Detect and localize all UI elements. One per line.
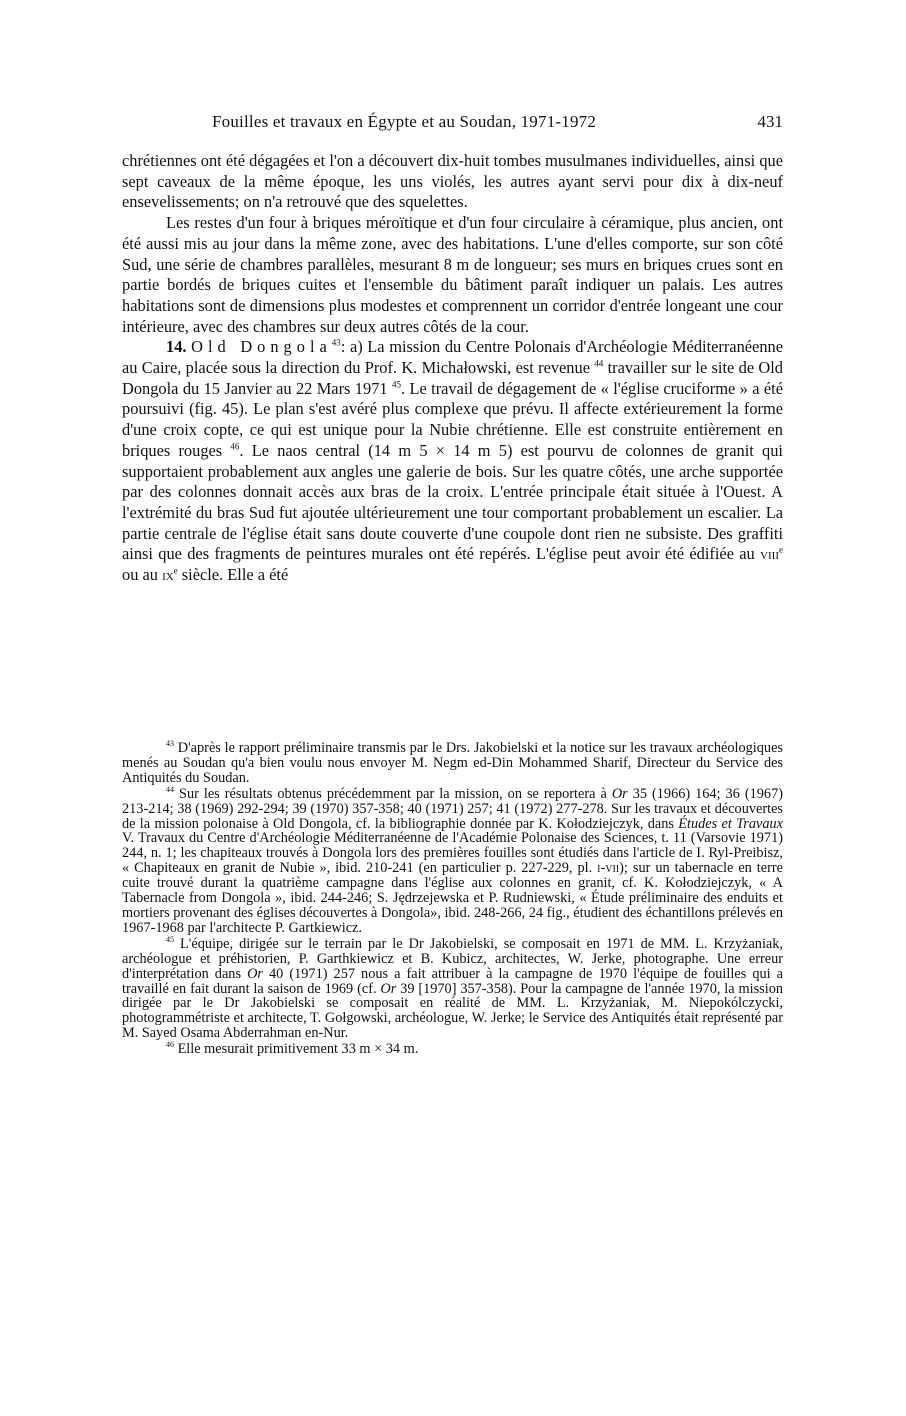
running-title: Fouilles et travaux en Égypte et au Soudan, 1971-1972 [212, 112, 597, 131]
main-text [122, 151, 783, 586]
paragraph-3 [122, 337, 783, 585]
paragraph-3-text-d: . Le naos central (14 m 5 × 14 m 5) est pourvu de colonnes de granit qui supportaient probablement aux angles une galerie de bois. Sur les quatre côtés, une arche supportée par des colonnes donnait accès aux bras de la croix. L'entrée principale était située à l'Ouest. A l'extrémité du bras Sud fut ajoutée ultérieurement une tour comportant probablement un escalier. La partie centrale de l'église était sans doute couverte d'une coupole dont rien ne subsiste. Des graffiti ainsi que des fragments de peintures murales ont été repérés. L'église peut avoir été édifiée au [122, 440, 783, 564]
footnote-43 [122, 741, 783, 786]
page-number: 431 [757, 112, 783, 131]
section-number: 14. [166, 337, 187, 357]
footnote-mark-44: 44 [166, 784, 174, 794]
footnote-44-text-d: ); sur un tabernacle en terre cuite trouvé durant la quatrième campagne dans l'église aux colonnes en granit, cf. K. Kołodziejczyk, « A Tabernacle from Dongola », ibid. 244-246; S. Jędrzejewska et P. Rudniewski, « Étude préliminaire des enduits et mortiers provenant des églises découvertes à Dongola», ibid. 248-266, 24 fig., étudient des échantillons prélevés en 1967-1968 par l'architecte P. Gartkiewicz. [122, 860, 783, 936]
footnotes [122, 741, 783, 1058]
journal-etudes: Études et Travaux [678, 815, 783, 832]
footnote-ref-45[interactable]: 45 [391, 379, 401, 390]
site-name: Old Dongola [191, 337, 332, 357]
footnote-44-text-a: Sur les résultats obtenus précédemment par la mission, on se reportera à [174, 785, 612, 802]
footnote-ref-46[interactable]: 46 [230, 441, 240, 452]
journal-or: Or [611, 785, 628, 802]
footnote-45-text-b: 40 (1971) 257 nous a fait attribuer à la campagne de 1970 l'équipe de fouilles qui a travaillé en fait durant la saison de 1969 (cf. [122, 965, 783, 997]
footnote-46-text: Elle mesurait primitivement 33 m × 34 m. [174, 1041, 419, 1058]
paragraph-2: Les restes d'un four à briques méroïtique et d'un four circulaire à céramique, plus ancien, ont été aussi mis au jour dans la même zone, avec des habitations. L'une d'elles comporte, sur son côté Sud, une série de chambres parallèles, mesurant 8 m de longueur; ses murs en briques crues sont en partie bordés de briques cuites et l'ensemble du bâtiment paraît indiquer un palais. Les autres habitations sont de dimensions plus modestes et comprennent un corridor d'entrée longeant une cour intérieure, avec des chambres sur deux autres côtés de la cour. [122, 213, 783, 336]
century-suffix-2: e [173, 565, 178, 576]
footnote-46 [122, 1042, 783, 1057]
footnote-mark-43: 43 [166, 739, 174, 749]
century-ix: ix [162, 565, 174, 585]
footnote-45-text-c: 39 [1970] 357-358). Pour la campagne de l'année 1970, la mission dirigée par le Dr Jakobielski se composait en réalité de MM. L. Krzyżaniak, M. Niepokólczycki, photogrammétriste et architecte, T. Gołgowski, archéologue, W. Jerke; le Service des Antiquités était représenté par M. Sayed Osama Abderrahman en-Nur. [122, 980, 783, 1042]
paragraph-3-text-e: siècle. Elle a été [177, 565, 289, 585]
footnote-mark-45: 45 [166, 935, 174, 945]
paragraph-3-or: ou au [122, 565, 163, 585]
paragraph-3-text-c: . Le travail de dégagement de « l'église cruciforme » a été poursuivi (fig. 45). Le plan s'est avéré plus complexe que prévu. Il affecte extérieurement la forme d'une croix copte, ce qui est unique pour la Nubie chrétienne. Elle est construite entièrement en briques rouges [122, 378, 783, 460]
footnote-45 [122, 937, 783, 1041]
journal-or: Or [380, 980, 397, 997]
plates-range: i-vii [597, 860, 620, 877]
footnote-44-text-c: V. Travaux du Centre d'Archéologie Méditerranéenne de l'Académie Polonaise des Sciences, t. 11 (Varsovie 1971) 244, n. 1; les chapiteaux trouvés à Dongola lors des premières fouilles sont étudiés dans l'article de I. Ryl-Preibisz, « Chapiteaux en granit de Nubie », ibid. 210-241 (en particulier p. 227-229, pl. [122, 830, 783, 877]
footnote-43-text: D'après le rapport préliminaire transmis par le Drs. Jakobielski et la notice sur les travaux archéologiques menés au Soudan qu'a bien voulu nous envoyer M. Negm ed-Din Mohammed Sharif, Directeur du Service des Antiquités du Soudan. [122, 740, 783, 786]
century-viii: viii [760, 544, 779, 564]
footnote-44-text-b: 35 (1966) 164; 36 (1967) 213-214; 38 (1969) 292-294; 39 (1970) 357-358; 40 (1971) 257; 41 (1972) 277-278. Sur les travaux et découvertes de la mission polonaise à Old Dongola, cf. la bibliographie donnée par K. Kołodziejczyk, dans [122, 785, 783, 832]
footnote-44 [122, 784, 783, 936]
footnote-mark-46: 46 [166, 1040, 174, 1050]
running-head [122, 112, 783, 138]
footnote-ref-44[interactable]: 44 [594, 358, 604, 369]
footnote-ref-43[interactable]: 43 [331, 337, 341, 348]
paragraph-1: chrétiennes ont été dégagées et l'on a découvert dix-huit tombes musulmanes individuelles, ainsi que sept caveaux de la même époque, les uns violés, les autres ayant servi pour dix à dix-neuf ensevelissements; on n'a retrouvé que des squelettes. [122, 151, 783, 212]
journal-or: Or [247, 965, 263, 982]
century-suffix-1: e [779, 544, 783, 555]
footnote-45-text-a: L'équipe, dirigée sur le terrain par le Dr Jakobielski, se composait en 1971 de MM. L. Krzyżaniak, archéologue et préhistorien, P. Garthkiewicz et B. Kubicz, architectes, W. Jerke, photographe. Une erreur d'interprétation dans [122, 935, 783, 982]
paragraph-3-text-b: travailler sur le site de Old Dongola du 15 Janvier au 22 Mars 1971 [122, 358, 783, 398]
paragraph-3-text-a: : a) La mission du Centre Polonais d'Archéologie Méditerranéenne au Caire, placée sous la direction du Prof. K. Michałowski, est revenue [122, 337, 783, 378]
